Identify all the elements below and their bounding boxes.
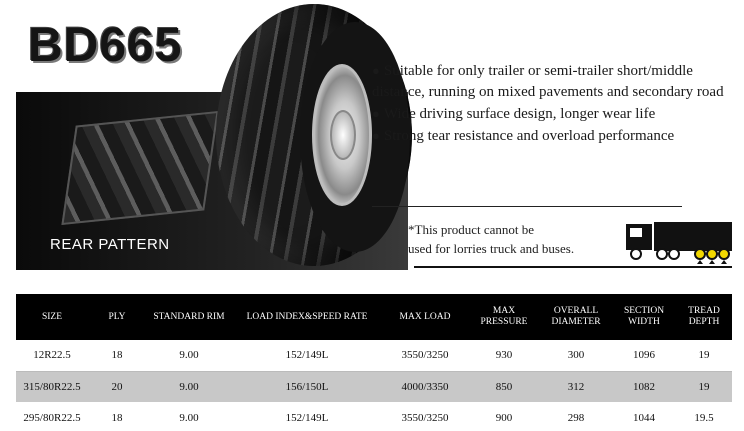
truck-axle-position-icon [624,218,734,264]
table-cell: 4000/3350 [382,371,468,402]
table-cell: 3550/3250 [401,411,449,424]
table-cell: 152/149L [232,340,382,371]
column-header: TREAD DEPTH [676,294,732,340]
table-cell: 1096 [612,340,676,371]
table-row [16,340,732,371]
table-cell: 1044 [633,411,655,424]
column-header: MAX PRESSURE [468,294,540,340]
rear-pattern-label: REAR PATTERN [50,236,170,253]
table-cell: 19 [676,340,732,371]
column-header: LOAD INDEX&SPEED RATE [232,294,382,340]
feature-item: ● Strong tear resistance and overload performance [372,128,675,144]
column-header: SIZE [16,294,88,340]
table-cell: 295/80R22.5 [23,411,81,424]
divider [372,206,682,207]
table-cell: 156/150L [232,371,382,402]
table-cell: 312 [540,371,612,402]
table-cell: 18 [88,340,146,371]
tread-pattern-image [61,111,218,225]
table-cell: 20 [88,371,146,402]
table-row [16,402,732,431]
table-header-row [16,294,732,340]
wheel-hub [330,110,356,160]
table-cell: 152/149L [285,411,329,424]
table-cell: 315/80R22.5 [16,371,88,402]
table-cell: 18 [111,411,123,424]
table-cell: 850 [468,371,540,402]
table-cell: 19 [676,371,732,402]
table-cell: 19.5 [694,411,714,424]
usage-note [408,220,638,258]
table-row [16,371,732,402]
feature-item: ● Suitable for only trailer or semi-trailer short/middle distance, running on mixed pavements and secondary road [372,63,724,100]
bullet-icon: ● [372,63,380,78]
bullet-icon: ● [372,128,380,143]
note-line: used for lorries truck and buses. [408,241,575,256]
table-cell: 3550/3250 [382,340,468,371]
column-header: SECTION WIDTH [612,294,676,340]
column-header: OVERALL DIAMETER [540,294,612,340]
model-title: BD665 [28,19,183,72]
table-cell: 12R22.5 [16,340,88,371]
table-cell: 298 [567,411,585,424]
table-cell: 1082 [612,371,676,402]
feature-item: ● Wide driving surface design, longer wear life [372,106,656,122]
table-cell: 300 [540,340,612,371]
note-line: *This product cannot be [408,222,534,237]
spec-table [16,294,732,431]
column-header: MAX LOAD [382,294,468,340]
table-cell: 930 [468,340,540,371]
table-cell: 9.00 [146,340,232,371]
table-cell: 9.00 [179,411,199,424]
table-cell: 9.00 [146,371,232,402]
feature-list [372,60,732,147]
column-header: PLY [88,294,146,340]
divider [414,266,732,268]
column-header: STANDARD RIM [146,294,232,340]
table-cell: 900 [495,411,513,424]
bullet-icon: ● [372,106,380,121]
